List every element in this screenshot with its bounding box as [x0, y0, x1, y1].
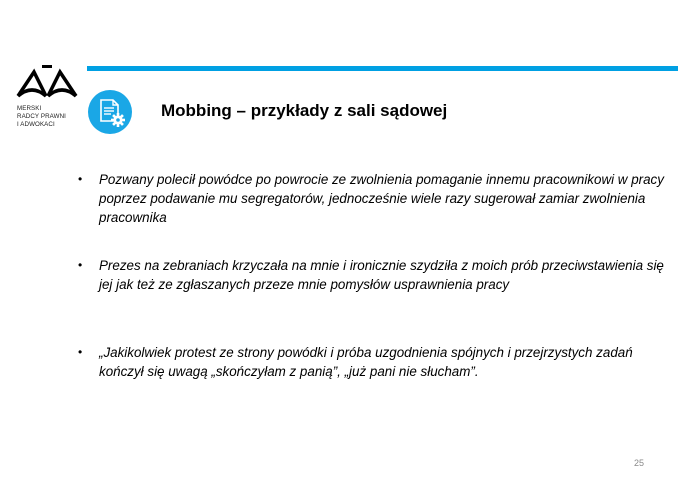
bullet-text: Pozwany polecił powódce po powrocie ze zwolnienia pomaganie innemu pracownikowi w pracy poprzez podawanie mu segregatorów, jednocześnie wiele razy sugerował zamiar zwolnienia pracownika: [99, 172, 664, 225]
bullet-marker: •: [78, 172, 83, 186]
document-gear-icon: [88, 90, 132, 134]
scales-logo-icon: [14, 62, 80, 102]
bullet-text: „Jakikolwiek protest ze strony powódki i próba uzgodnienia spójnych i przejrzystych zadań kończył się uwagą „skończyłam z panią”, „już pani nie słucham”.: [99, 345, 633, 379]
logo-line: MERSKI: [17, 105, 42, 112]
slide-title: Mobbing – przykłady z sali sądowej: [161, 101, 448, 120]
company-logo-text: [17, 105, 66, 130]
bullet-item: [78, 256, 677, 294]
header-accent-bar: [87, 66, 678, 71]
bullet-text: Prezes na zebraniach krzyczała na mnie i ironicznie szydziła z moich prób przeciwstawienia się jej jak też ze zgłaszanych przeze mnie pomysłów usprawnienia pracy: [99, 258, 664, 292]
bullet-item: [78, 343, 677, 381]
logo-line: RADCY PRAWNI: [17, 113, 66, 121]
page-number: 25: [634, 458, 645, 468]
bullet-item: [78, 170, 677, 227]
logo-line: I ADWOKACI: [17, 121, 55, 129]
bullet-marker: •: [78, 345, 83, 359]
bullet-marker: •: [78, 258, 83, 272]
